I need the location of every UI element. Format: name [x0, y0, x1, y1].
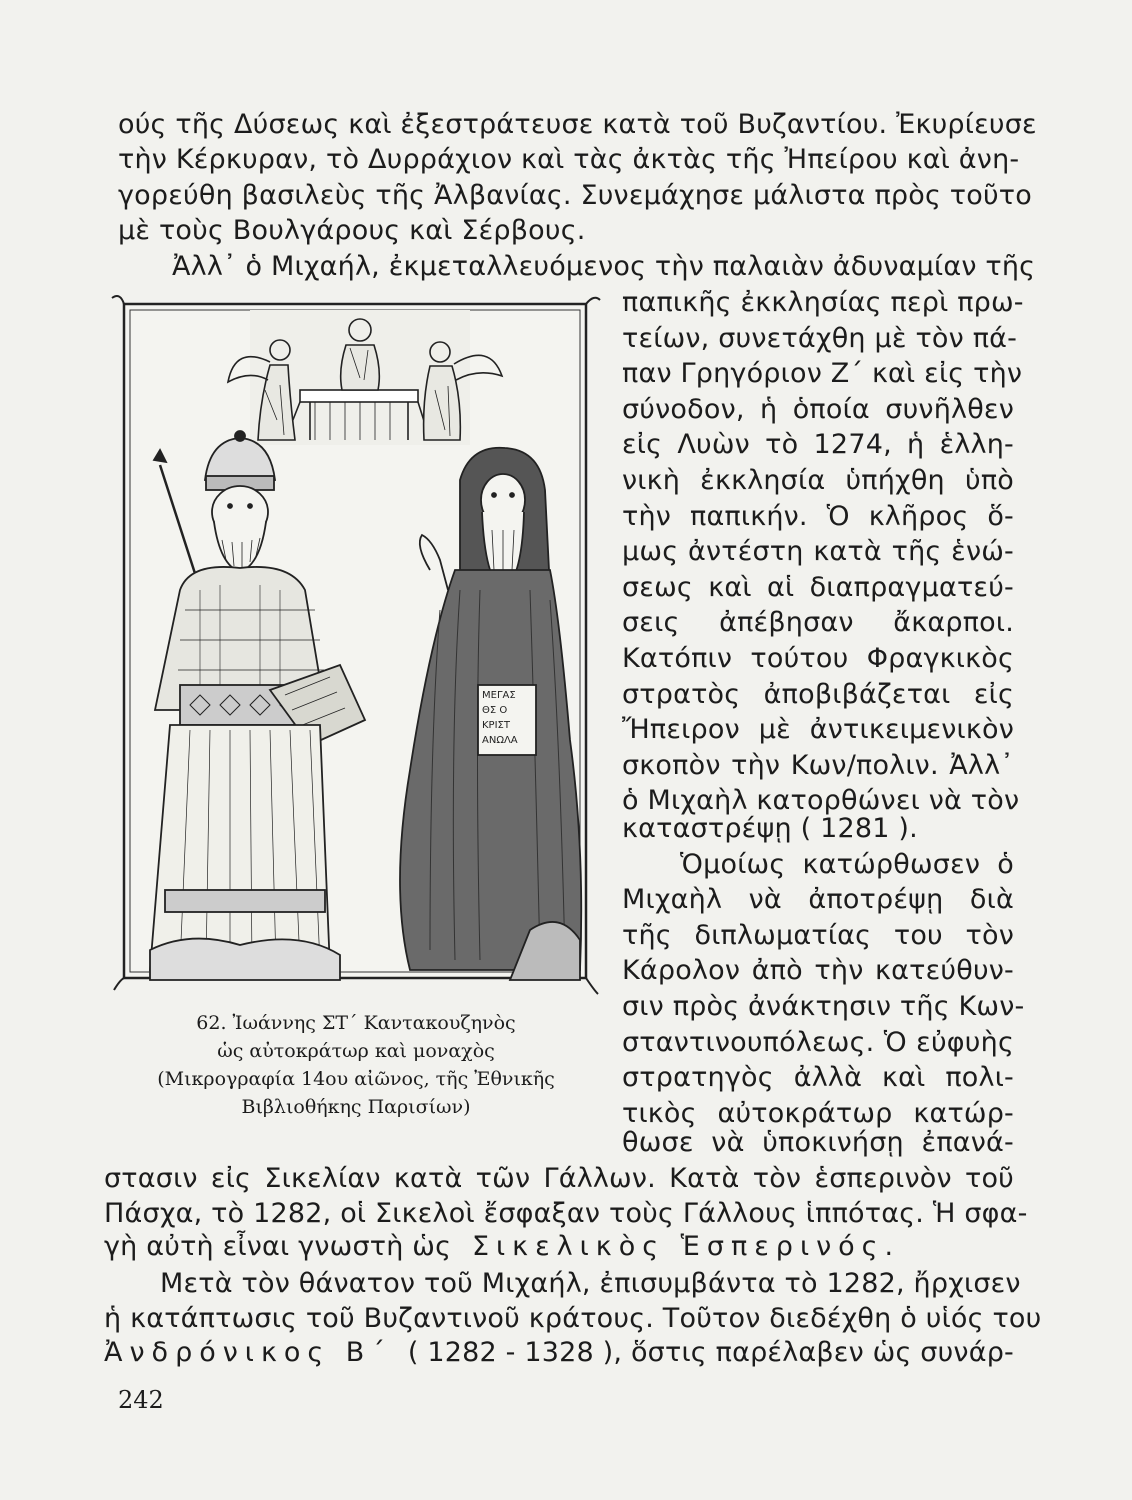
column-line: μως ἀντέστη κατὰ τῆς ἑνώ- [622, 536, 1014, 567]
paragraph-first-line: Ἀλλ᾽ ὁ Μιχαήλ, ἐκμεταλλευόμενος τὴν παλαιὰν ἀδυναμίαν τῆς [172, 251, 1036, 282]
figure-caption-line: Βιβλιοθήκης Παρισίων) [241, 1096, 471, 1118]
column-line: σεως καὶ αἱ διαπραγματεύ- [622, 572, 1014, 603]
column-line: ὁ Μιχαὴλ κατορθώνει νὰ τὸν [622, 785, 1020, 816]
emphasized-term: Σικελικὸς Ἑσπερινός. [471, 1231, 901, 1262]
column-line: νικὴ ἐκκλησία ὑπήχθη ὑπὸ [622, 465, 1014, 496]
illustration-drawing [110, 290, 602, 1002]
column-line: τῆς διπλωματίας του τὸν [622, 920, 1014, 951]
scroll-text: ΘΣ Ο [482, 705, 508, 716]
text-line: ούς τῆς Δύσεως καὶ ἐξεστράτευσε κατὰ τοῦ Βυζαντίου. Ἐκυρίευσε [118, 109, 1037, 140]
text-span: γὴ αὐτὴ εἶναι γνωστὴ ὡς [104, 1231, 452, 1262]
text-line [104, 1336, 1014, 1370]
column-line: τικὸς αὐτοκράτωρ κατώρ- [622, 1098, 1014, 1129]
column-line: Ἤπειρον μὲ ἀντικειμενικὸν [622, 714, 1014, 745]
page-number: 242 [118, 1386, 164, 1414]
column-line: τείων, συνετάχθη μὲ τὸν πά- [622, 323, 1018, 354]
text-line: Πάσχα, τὸ 1282, οἱ Σικελοὶ ἔσφαξαν τοὺς Γάλλους ἱππότας. Ἡ σφα- [104, 1198, 1028, 1229]
angels-scene [228, 310, 502, 445]
figure-caption-line: (Μικρογραφία 14ου αἰῶνος, τῆς Ἐθνικῆς [157, 1068, 555, 1090]
column-line: σύνοδον, ἡ ὁποία συνῆλθεν [622, 394, 1014, 425]
column-line: παπικῆς ἐκκλησίας περὶ πρω- [622, 287, 1024, 318]
text-line: τὴν Κέρκυραν, τὸ Δυρράχιον καὶ τὰς ἀκτὰς τῆς Ἠπείρου καὶ ἀνη- [118, 144, 1020, 175]
figure-caption-line: ὡς αὐτοκράτωρ καὶ μοναχὸς [217, 1040, 495, 1062]
scroll-text: ΚΡΙΣΤ [482, 720, 510, 731]
emphasized-name: Ἀνδρόνικος Β΄ [104, 1337, 392, 1368]
text-line [104, 1230, 1014, 1264]
text-line: στασιν εἰς Σικελίαν κατὰ τῶν Γάλλων. Κατὰ τὸν ἑσπερινὸν τοῦ [104, 1163, 1014, 1194]
column-line: σταντινουπόλεως. Ὁ εὐφυὴς [622, 1027, 1014, 1058]
column-line: θωσε νὰ ὑποκινήσῃ ἐπανά- [622, 1127, 1014, 1158]
column-line: Κατόπιν τούτου Φραγκικὸς [622, 643, 1014, 674]
column-line: εἰς Λυὼν τὸ 1274, ἡ ἑλλη- [622, 429, 1014, 460]
column-line: σιν πρὸς ἀνάκτησιν τῆς Κων- [622, 991, 1025, 1022]
column-line: στρατηγὸς ἀλλὰ καὶ πολι- [622, 1062, 1014, 1093]
column-line: στρατὸς ἀποβιβάζεται εἰς [622, 679, 1014, 710]
column-line: παν Γρηγόριον Ζ΄ καὶ εἰς τὴν [622, 358, 1023, 389]
figure-caption-line: 62. Ἰωάννης ΣΤ΄ Καντακουζηνὸς [196, 1012, 516, 1034]
column-line: Ὁμοίως κατώρθωσεν ὁ [680, 849, 1014, 880]
column-line: καταστρέψῃ ( 1281 ). [622, 813, 918, 844]
column-line: Κάρολον ἀπὸ τὴν κατεύθυν- [622, 955, 1014, 986]
miniature-illustration [110, 290, 602, 1002]
paragraph-first-line: Μετὰ τὸν θάνατον τοῦ Μιχαήλ, ἐπισυμβάντα τὸ 1282, ἤρχισεν [160, 1268, 1021, 1299]
scroll-text: ΑΝΩΛΑ [482, 735, 518, 746]
column-line: τὴν παπικήν. Ὁ κλῆρος ὅ- [622, 501, 1014, 532]
text-line: γορεύθη βασιλεὺς τῆς Ἀλβανίας. Συνεμάχησε μάλιστα πρὸς τοῦτο [118, 180, 1032, 211]
text-line: ἡ κατάπτωσις τοῦ Βυζαντινοῦ κράτους. Τοῦτον διεδέχθη ὁ υἱός του [104, 1303, 1042, 1334]
column-line: σκοπὸν τὴν Κων/πολιν. Ἀλλ᾽ [622, 750, 1014, 781]
text-line: μὲ τοὺς Βουλγάρους καὶ Σέρβους. [118, 215, 586, 246]
column-line: σεις ἀπέβησαν ἄκαρποι. [622, 607, 1014, 638]
scroll-text: ΜΕΓΑΣ [482, 690, 516, 701]
text-span: ( 1282 - 1328 ), ὅστις παρέλαβεν ὡς συνάρ- [407, 1337, 1014, 1368]
column-line: Μιχαὴλ νὰ ἀποτρέψῃ διὰ [622, 884, 1014, 915]
